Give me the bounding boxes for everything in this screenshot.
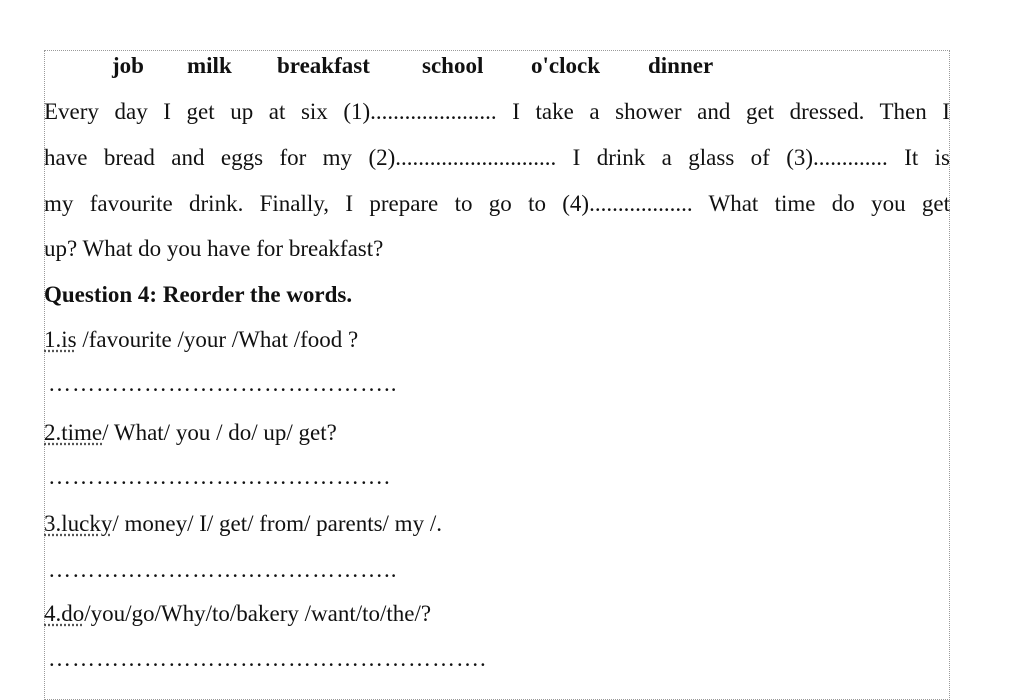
passage-line: my favourite drink. Finally, I prepare to go to (4).................. What time do you get bbox=[44, 191, 950, 216]
answer-line: …………………………………….. bbox=[48, 371, 398, 396]
answer-line: ……………………………………. bbox=[48, 464, 391, 489]
item-words: / money/ I/ get/ from/ parents/ my /. bbox=[112, 511, 442, 536]
item-words: / What/ you / do/ up/ get? bbox=[102, 420, 337, 445]
passage-line: Every day I get up at six (1)...................... I take a shower and get dressed. Then I bbox=[44, 99, 950, 124]
word-bank-item: dinner bbox=[648, 53, 714, 78]
item-words: /you/go/Why/to/bakery /want/to/the/? bbox=[84, 601, 432, 626]
answer-line: ………………………………………………. bbox=[48, 646, 487, 671]
word-bank-item: breakfast bbox=[277, 53, 370, 78]
item-number: 3.lucky bbox=[44, 511, 113, 536]
word-bank-item: job bbox=[112, 53, 144, 78]
reorder-item bbox=[44, 326, 358, 354]
word-bank-item: school bbox=[422, 53, 484, 78]
reorder-item bbox=[44, 600, 431, 628]
item-number: 2.time bbox=[44, 420, 103, 445]
reorder-item bbox=[44, 510, 442, 538]
item-number: 4.do bbox=[44, 601, 85, 626]
word-bank-item: o'clock bbox=[531, 53, 600, 78]
word-bank-item: milk bbox=[187, 53, 232, 78]
word-bank bbox=[44, 53, 950, 83]
question-heading: Question 4: Reorder the words. bbox=[44, 282, 353, 307]
passage-line: have bread and eggs for my (2)............................ I drink a glass of (3)............. It is bbox=[44, 145, 950, 170]
answer-line: …………………………………….. bbox=[48, 557, 398, 582]
reorder-item bbox=[44, 419, 337, 447]
item-number: 1.is bbox=[44, 327, 77, 352]
item-words: /favourite /your /What /food ? bbox=[76, 327, 359, 352]
passage-line: up? What do you have for breakfast? bbox=[44, 236, 384, 261]
